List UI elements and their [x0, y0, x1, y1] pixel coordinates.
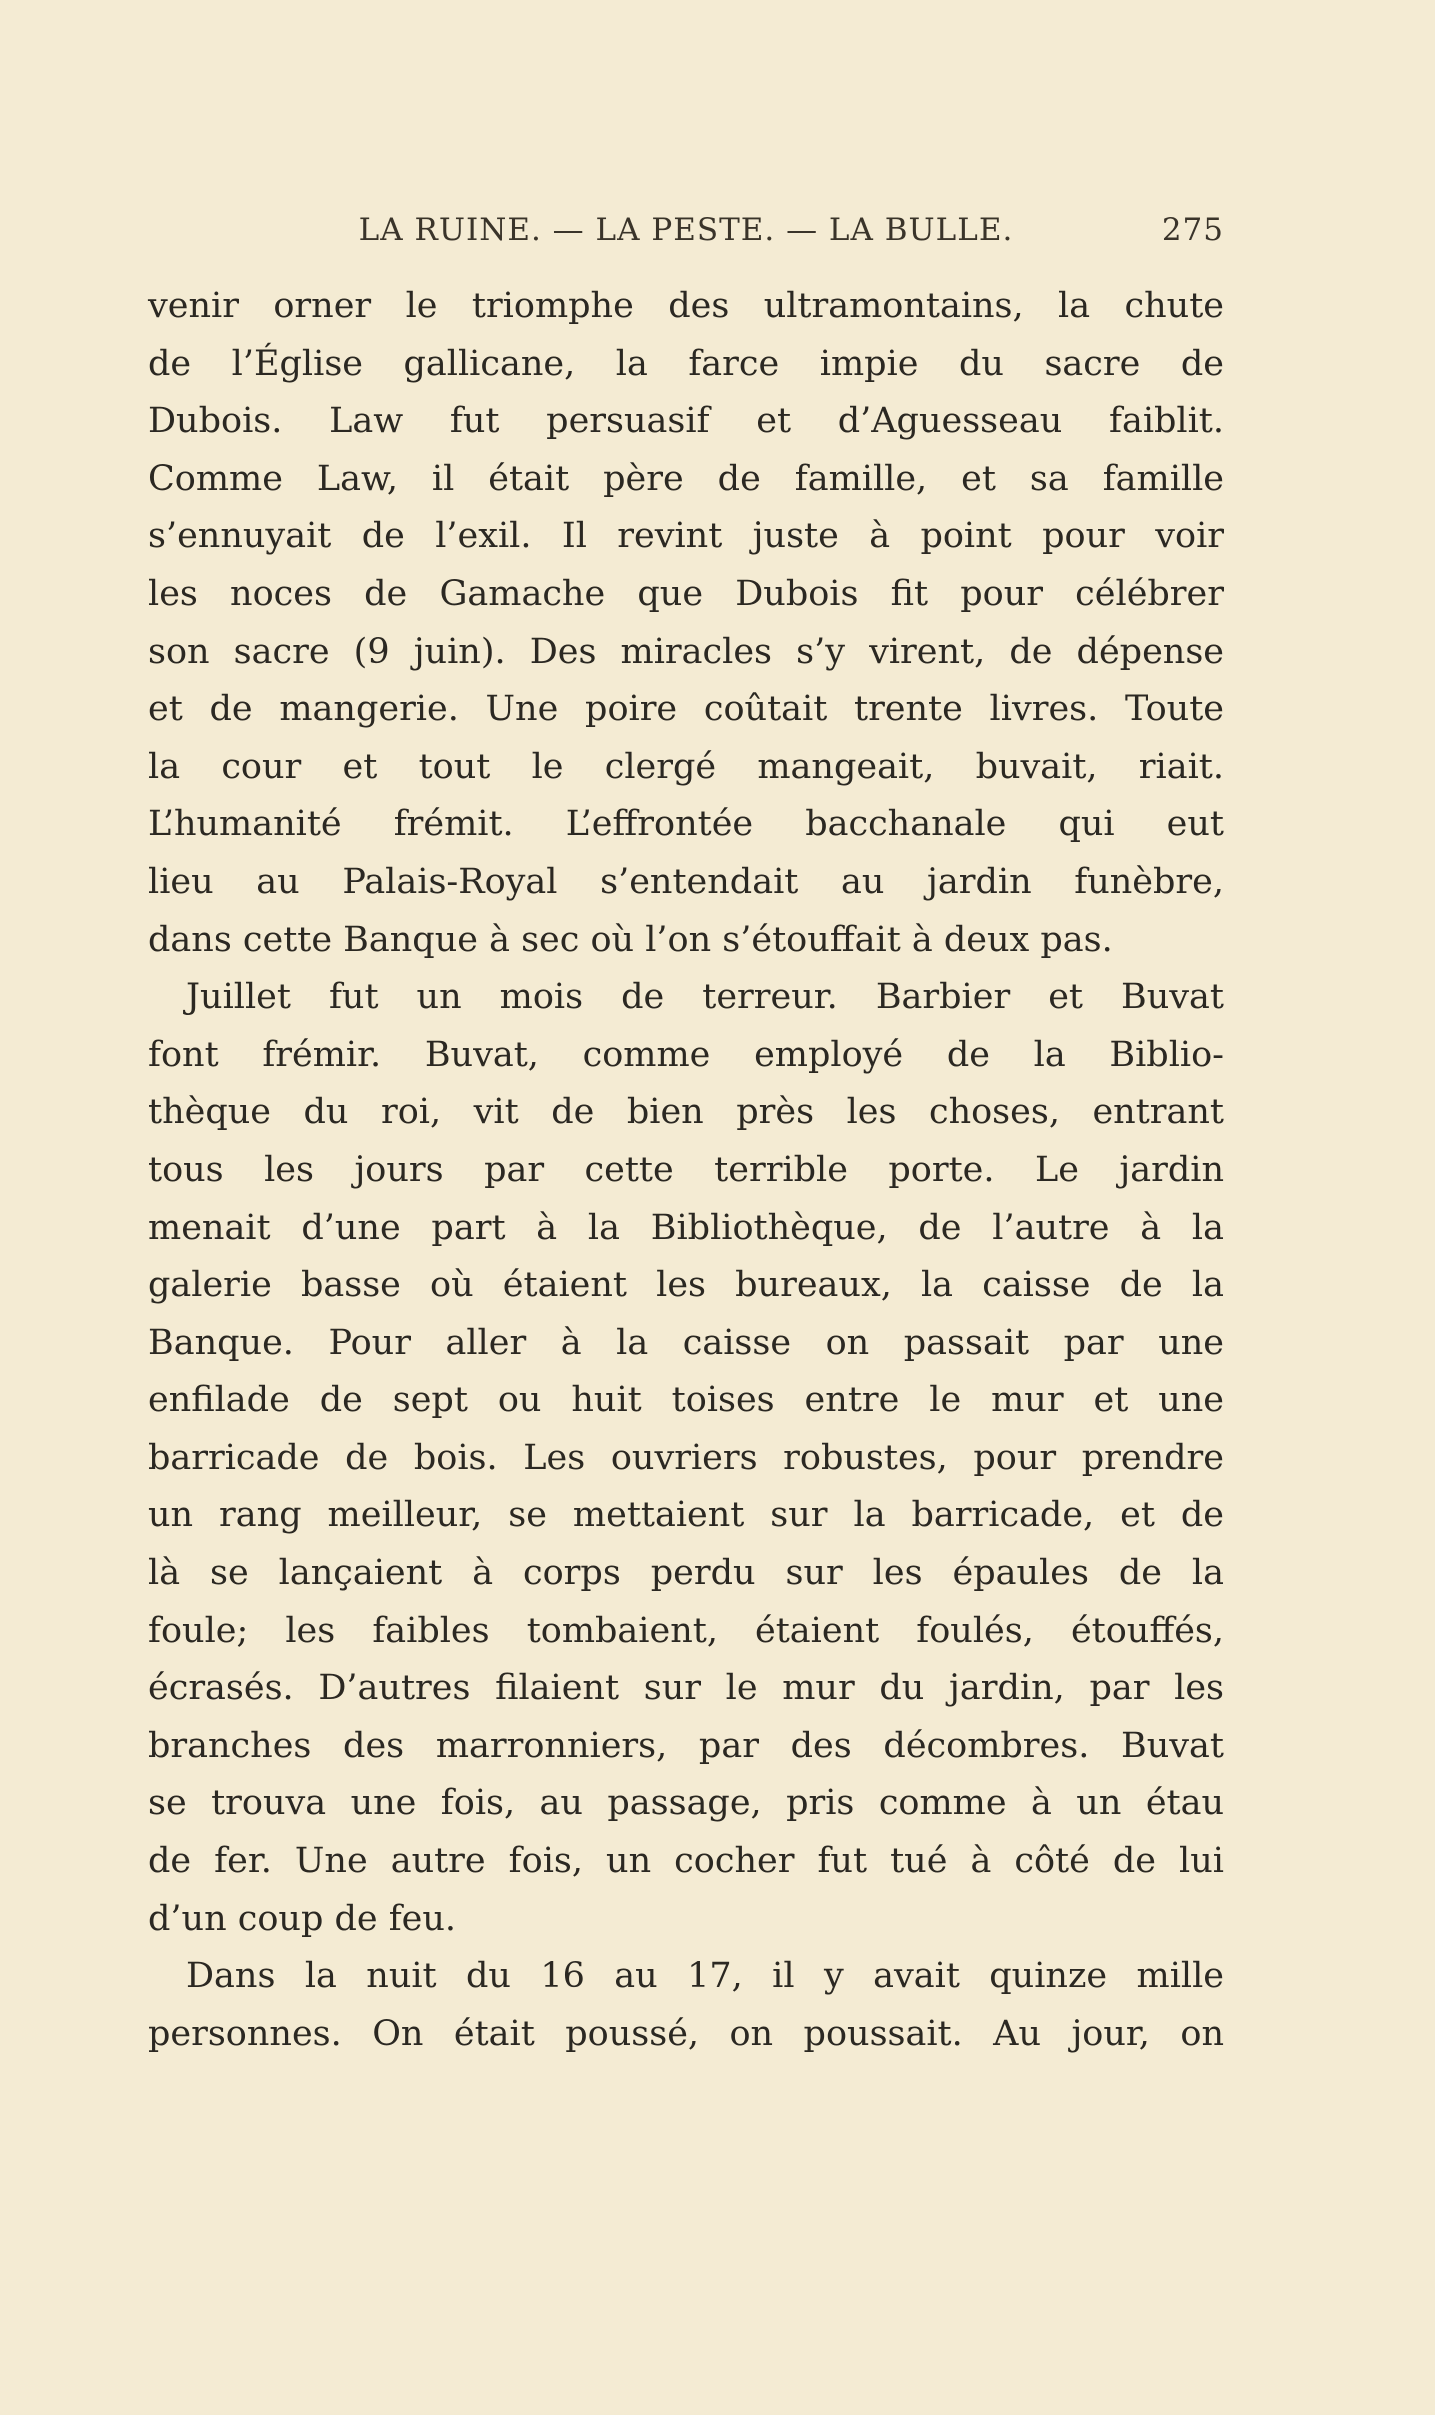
- text-line: de l’Église gallicane, la farce impie du sacre de: [148, 343, 1224, 384]
- text-line: Juillet fut un mois de terreur. Barbier et Buvat: [186, 977, 1224, 1018]
- text-line: et de mangerie. Une poire coûtait trente livres. Toute: [148, 689, 1224, 730]
- text-line: Banque. Pour aller à la caisse on passait par une: [148, 1322, 1224, 1363]
- text-line: venir orner le triomphe des ultramontains, la chute: [148, 286, 1224, 326]
- text-line: personnes. On était poussé, on poussait. Au jour, on: [148, 2013, 1224, 2054]
- running-title: LA RUINE. — LA PESTE. — LA BULLE.: [358, 212, 1014, 248]
- page-number: 275: [1161, 212, 1224, 248]
- text-line: Comme Law, il était père de famille, et sa famille: [148, 458, 1224, 499]
- text-line: Dubois. Law fut persuasif et d’Aguesseau faiblit.: [148, 401, 1224, 442]
- text-line: écrasés. D’autres filaient sur le mur du jardin, par les: [148, 1668, 1224, 1709]
- text-line: branches des marronniers, par des décombres. Buvat: [148, 1725, 1224, 1766]
- running-head: [148, 212, 1224, 256]
- text-line: les noces de Gamache que Dubois fit pour célébrer: [148, 573, 1224, 614]
- text-line: se trouva une fois, au passage, pris comme à un étau: [148, 1783, 1224, 1824]
- text-line: un rang meilleur, se mettaient sur la barricade, et de: [148, 1495, 1224, 1536]
- text-line: enfilade de sept ou huit toises entre le mur et une: [148, 1380, 1224, 1421]
- text-line: la cour et tout le clergé mangeait, buvait, riait.: [148, 746, 1224, 787]
- text-line: son sacre (9 juin). Des miracles s’y virent, de dépense: [148, 631, 1224, 672]
- text-line: d’un coup de feu.: [148, 1898, 457, 1939]
- body-text: [148, 278, 1224, 2063]
- text-line: thèque du roi, vit de bien près les choses, entrant: [148, 1092, 1224, 1133]
- text-line: Dans la nuit du 16 au 17, il y avait quinze mille: [186, 1956, 1224, 1997]
- text-line: s’ennuyait de l’exil. Il revint juste à point pour voir: [148, 516, 1224, 557]
- text-line: barricade de bois. Les ouvriers robustes, pour prendre: [148, 1437, 1224, 1478]
- text-line: font frémir. Buvat, comme employé de la Biblio-: [148, 1034, 1224, 1075]
- text-line: foule; les faibles tombaient, étaient foulés, étouffés,: [148, 1610, 1224, 1651]
- text-line: tous les jours par cette terrible porte. Le jardin: [148, 1149, 1224, 1190]
- text-line: dans cette Banque à sec où l’on s’étouffait à deux pas.: [148, 919, 1113, 960]
- text-line: L’humanité frémit. L’effrontée bacchanale qui eut: [148, 804, 1224, 845]
- text-line: galerie basse où étaient les bureaux, la caisse de la: [148, 1265, 1224, 1306]
- text-line: lieu au Palais-Royal s’entendait au jardin funèbre,: [148, 861, 1224, 902]
- text-line: de fer. Une autre fois, un cocher fut tué à côté de lui: [148, 1841, 1224, 1882]
- text-line: là se lançaient à corps perdu sur les épaules de la: [148, 1553, 1224, 1594]
- text-line: menait d’une part à la Bibliothèque, de l’autre à la: [148, 1207, 1224, 1248]
